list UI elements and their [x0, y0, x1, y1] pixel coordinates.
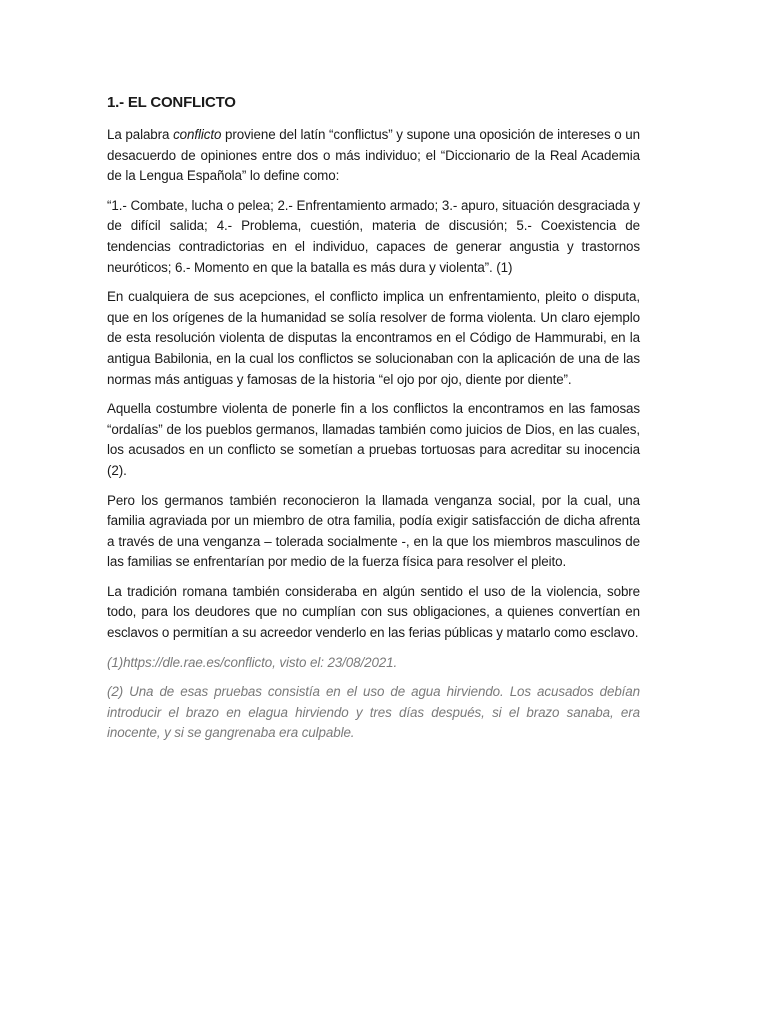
- paragraph-definition-quote: “1.- Combate, lucha o pelea; 2.- Enfrentamiento armado; 3.- apuro, situación desgraciada y de difícil salida; 4.- Problema, cuestión, materia de discusión; 5.- Coexistencia de tendencias contradictorias en el individuo, capaces de generar angustia y trastornos neuróticos; 6.- Momento en que la batalla es más dura y violenta”. (1): [107, 197, 640, 275]
- document-page: [107, 92, 640, 753]
- paragraph-4: Aquella costumbre violenta de ponerle fin a los conflictos la encontramos en las famosas “ordalías” de los pueblos germanos, llamadas también como juicios de Dios, en las cuales, los acusados en un conflicto se sometían a pruebas tortuosas para acreditar su inocencia (2).: [107, 401, 640, 478]
- paragraph-1: [107, 125, 640, 187]
- paragraph-1-text-b: proviene del latín “conflictus” y supone una oposición de intereses o un desacuerdo de opiniones entre dos o más individuo; el “Diccionario de la Real Academia de la Lengua Española” lo define como:: [107, 127, 641, 184]
- paragraph-5: Pero los germanos también reconocieron la llamada venganza social, por la cual, una familia agraviada por un miembro de otra familia, podía exigir satisfacción de dicha afrenta a través de una venganza – tolerada socialmente -, en la que los miembros masculinos de las familias se enfrentarían por medio de la fuerza física para resolver el pleito.: [107, 492, 640, 570]
- paragraph-1-italic-term: conflicto: [173, 127, 222, 142]
- paragraph-1-text-a: La palabra: [107, 127, 174, 142]
- paragraph-6: La tradición romana también consideraba en algún sentido el uso de la violencia, sobre todo, para los deudores que no cumplían con sus obligaciones, a quienes convertían en esclavos o permitían a su acreedor venderlo en las ferias públicas y matarlo como esclavo.: [107, 583, 640, 641]
- paragraph-3: En cualquiera de sus acepciones, el conflicto implica un enfrentamiento, pleito o disputa, que en los orígenes de la humanidad se solía resolver de forma violenta. Un claro ejemplo de esta resolución violenta de disputas la encontramos en el Código de Hammurabi, en la antigua Babilonia, en la cual los conflictos se solucionaban con la aplicación de una de las normas más antiguas y famosas de la historia “el ojo por ojo, diente por diente”.: [107, 289, 640, 387]
- section-heading: 1.- EL CONFLICTO: [107, 94, 236, 111]
- footnote-1: (1)https://dle.rae.es/conflicto, visto el: 23/08/2021.: [107, 654, 398, 670]
- footnote-2: (2) Una de esas pruebas consistía en el uso de agua hirviendo. Los acusados debían introducir el brazo en elagua hirviendo y tres días después, si el brazo sanaba, era inocente, y si se gangrenaba era culpable.: [107, 684, 640, 741]
